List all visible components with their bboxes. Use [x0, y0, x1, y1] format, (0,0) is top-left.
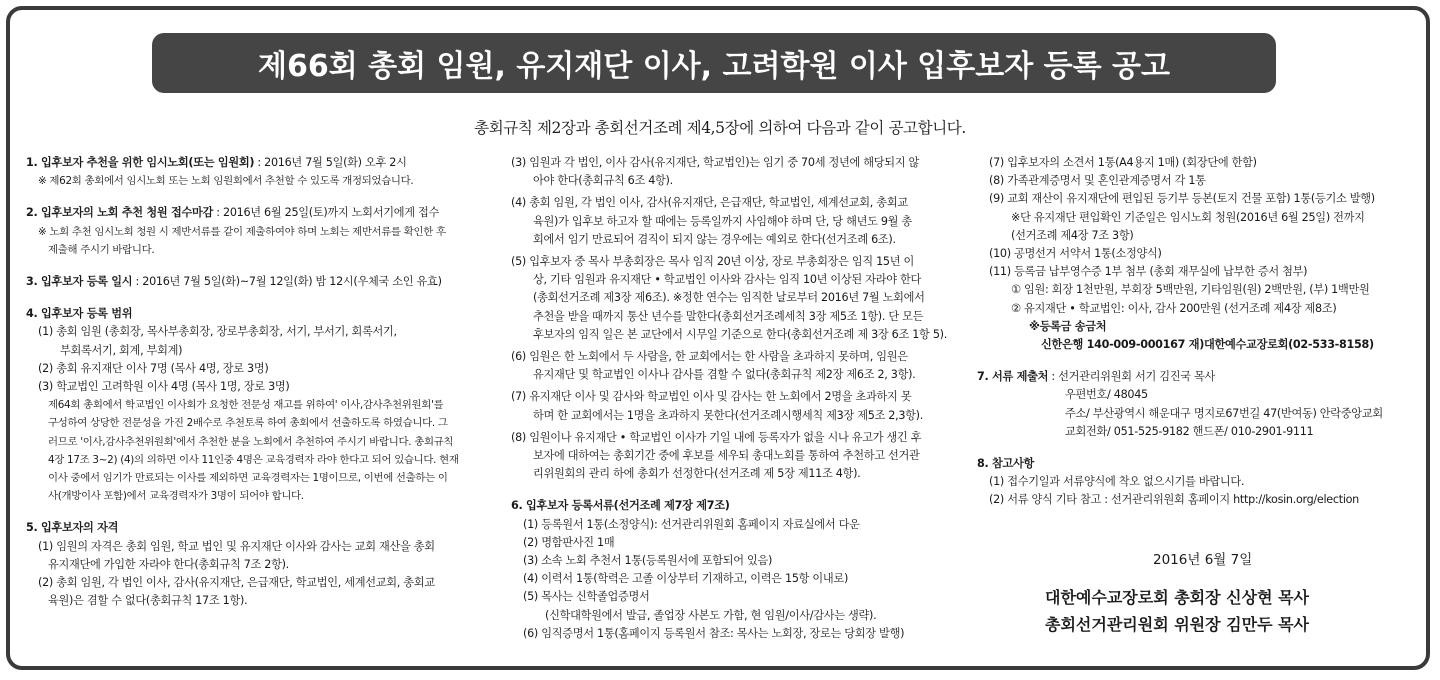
list-item: (8) 임원이나 유지재단 • 학교법인 이사가 기일 내에 등록자가 없을 시나 유고가 생긴 후 [511, 430, 922, 444]
list-item: (9) 교회 재산이 유지재단에 편입된 등기부 등본(토지 건물 포함) 1통(등기소 발행) [989, 192, 1375, 206]
section-5 [26, 519, 488, 610]
section-5-heading: 5. 입후보자의 자격 [26, 521, 119, 535]
notice-title [152, 33, 1276, 93]
section-4-note: 러므로 '이사,감사추천위원회'에서 추천한 분을 노회에서 추천하여 주시기 바랍니다. 총회규칙 [48, 435, 454, 448]
section-4-note: 사(개방이사 포함)에서 교육경력자가 3명이 되어야 합니다. [48, 490, 304, 503]
column-1 [26, 154, 488, 624]
section-3-heading: 3. 입후보자 등록 일시 [26, 275, 133, 289]
list-item: (2) 총회 유지재단 이사 7명 (목사 4명, 장로 3명) [38, 361, 269, 375]
section-1-heading: 1. 입후보자 추천을 위한 임시노회(또는 임원회) [26, 156, 255, 169]
list-item: (총회선거조례 제3장 제6조). ※정한 연수는 임직한 날로부터 2016년 7월 노회에서 [533, 291, 925, 305]
list-item: (5) 입후보자 중 목사 부총회장은 목사 임직 20년 이상, 장로 부총회장은 임직 15년 이 [511, 255, 915, 269]
list-item: ① 임원: 회장 1천만원, 부회장 5백만원, 기타임원(원) 2백만원, (부) 1백만원 [1011, 283, 1370, 297]
title-text: 제66회 총회 임원, 유지재단 이사, 고려학원 이사 입후보자 등록 공고 [257, 49, 1171, 84]
list-item: (신학대학원에서 발급, 졸업장 사본도 가함, 현 임원/이사/감사는 생략). [545, 608, 877, 622]
rule-4 [511, 194, 966, 249]
list-item: (1) 총회 임원 (총회장, 목사부총회장, 장로부총회장, 서기, 부서기, 회록서기, [38, 325, 397, 339]
rule-7 [511, 388, 966, 424]
section-2-note: ※ 노회 추천 임시노회 청원 시 제반서류를 같이 제출하여야 하며 노회는 제반서류를 확인한 후 [38, 225, 446, 238]
section-8-heading: 8. 참고사항 [977, 457, 1035, 471]
list-item: 육원)은 겸할 수 없다(총회규칙 17조 1항). [48, 594, 248, 608]
list-item: 하며 한 교회에서는 1명을 초과하지 못한다(선거조례시행세칙 제3장 제5조 2,3항). [533, 408, 923, 422]
list-item: (2) 명함판사진 1매 [523, 535, 615, 549]
list-item: 유지재단에 가입한 자라야 한다(총회규칙 7조 2항). [48, 557, 289, 571]
list-item: (3) 소속 노회 추천서 1통(등록원서에 포함되어 있음) [523, 554, 773, 568]
list-item: (6) 임직증명서 1통(홈페이지 등록원서 참조: 목사는 노회장, 장로는 당회장 발행) [523, 626, 905, 640]
list-item: (7) 유지재단 이사 및 감사와 학교법인 이사 및 감사는 한 노회에서 2명을 초과하지 못 [511, 390, 912, 404]
section-1-note: ※ 제62회 총회에서 임시노회 또는 노회 임원회에서 추천할 수 있도록 개정되었습니다. [38, 175, 414, 188]
section-1-text: : 2016년 7월 5일(화) 오후 2시 [254, 156, 407, 169]
list-item: (선거조례 제4장 7조 3항) [1011, 228, 1134, 242]
list-item: (5) 목사는 신학졸업증명서 [523, 590, 650, 604]
section-1 [26, 154, 488, 190]
list-item: 아야 한다(총회규칙 6조 4항). [533, 174, 673, 188]
section-3-text: : 2016년 7월 5일(화)~7월 12일(화) 밤 12시(우체국 소인 유효) [132, 275, 442, 289]
section-4 [26, 305, 488, 505]
section-2-heading: 2. 입후보자의 노회 추천 청원 접수마감 [26, 206, 214, 220]
section-4-note: 제64회 총회에서 학교법인 이사회가 요청한 전문성 재고를 위하여' 이사,감사추천위원회'를 [48, 399, 444, 412]
list-item: (7) 입후보자의 소견서 1통(A4용지 1매) (회장단에 한함) [989, 156, 1257, 169]
section-6 [511, 497, 966, 643]
section-2-text: : 2016년 6월 25일(토)까지 노회서기에게 접수 [213, 206, 439, 220]
list-item: 보자에 대하여는 총회기간 중에 후보를 세우되 총대노회를 통하여 추천하고 선거관 [533, 449, 920, 463]
list-item: (2) 서류 양식 기타 참고 : 선거관리위원회 홈페이지 http://kosin.org/election [989, 493, 1359, 507]
list-item: 리위원회의 관리 하에 총회가 선정한다(선거조례 제 5장 제11조 4항). [533, 467, 861, 481]
list-item: (1) 임원의 자격은 총회 임원, 학교 법인 및 유지재단 이사와 감사는 교회 재산을 총회 [38, 539, 435, 553]
phone: 교회전화/ 051-525-9182 핸드폰/ 010-2901-9111 [1065, 424, 1314, 438]
list-item: 회에서 임기 만료되어 겸직이 되지 않는 경우에는 예외로 한다(선거조례 6조). [533, 232, 896, 246]
notice-subtitle: 총회규칙 제2장과 총회선거조례 제4,5장에 의하여 다음과 같이 공고합니다. [474, 119, 966, 137]
section-2 [26, 204, 488, 259]
list-item: (4) 이력서 1통(학력은 고졸 이상부터 기재하고, 이력은 15항 이내로) [523, 572, 849, 586]
address: 주소/ 부산광역시 해운대구 명지로67번길 47(반여동) 안락중앙교회 [1065, 406, 1383, 420]
section-7-heading: 7. 서류 제출처 [977, 370, 1049, 384]
rule-6 [511, 348, 966, 384]
list-item: (1) 접수기일과 서류양식에 착오 없으시기를 바랍니다. [989, 475, 1245, 489]
section-4-note: 구성하여 상당한 전문성을 가진 2배수로 추천토록 하여 총회에서 선출하도록 하였습니다. 그 [48, 417, 448, 430]
list-item: 상, 기타 임원과 유지재단 • 학교법인 이사와 감사는 임직 10년 이상된 자라야 한다 [533, 273, 921, 287]
rule-8 [511, 429, 966, 484]
list-item: 육원)가 입후보 하고자 할 때에는 등록일까지 사임해야 하며 단, 당 해년도 9월 총 [533, 214, 912, 228]
rule-5 [511, 253, 966, 344]
list-item: 후보자의 임직 일은 본 교단에서 시무일 기준으로 한다(총회선거조례 제 3장 6조 1항 5). [533, 327, 947, 341]
section-7 [977, 368, 1427, 441]
signature-president: 대한예수교장로회 총회장 신상현 목사 [1045, 588, 1310, 607]
list-item: (2) 총회 임원, 각 법인 이사, 감사(유지재단, 은급재단, 학교법인, 세계선교회, 총회교 [38, 576, 435, 590]
list-item: ※단 유지재단 편입확인 기준일은 임시노회 청원(2016년 6월 25일) 전까지 [1011, 210, 1365, 224]
notice-date: 2016년 6월 7일 [1153, 552, 1253, 568]
postal-code: 우편번호/ 48045 [1065, 388, 1148, 402]
list-item: (3) 임원과 각 법인, 이사 감사(유지재단, 학교법인)는 임기 중 70세 정년에 해당되지 않 [511, 156, 920, 169]
list-item: 유지재단 및 학교법인 이사나 감사를 겸할 수 없다(총회규칙 제2장 제6조 2, 3항). [533, 368, 916, 382]
list-item: 부회록서기, 회계, 부회계) [60, 343, 183, 357]
rule-3 [511, 154, 966, 190]
list-item: (1) 등록원서 1통(소정양식): 선거관리위원회 홈페이지 자료실에서 다운 [523, 517, 860, 531]
list-item: (10) 공명선거 서약서 1통(소정양식) [989, 247, 1162, 261]
bank-account: 신한은행 140-009-000167 재)대한예수교장로회(02-533-8158) [1041, 338, 1374, 352]
section-7-text: : 선거관리위원회 서기 김진국 목사 [1048, 370, 1216, 384]
section-6-heading: 6. 입후보자 등록서류(선거조례 제7장 제7조) [511, 499, 730, 513]
signature-committee-chair: 총회선거관리원회 위원장 김만두 목사 [1045, 615, 1310, 634]
section-4-note: 4장 17조 3~2) (4)의 의하면 이사 11인중 4명은 교육경력자 라야 한다고 되어 있습니다. 현재 [48, 453, 459, 466]
list-item: (11) 등록금 납부영수증 1부 첨부 (총회 재무실에 납부한 증서 첨부) [989, 265, 1308, 279]
list-item: (8) 가족관계증명서 및 혼인관계증명서 각 1통 [989, 174, 1206, 188]
list-item: (6) 임원은 한 노회에서 두 사람을, 한 교회에서는 한 사람을 초과하지 못하며, 임원은 [511, 350, 908, 364]
list-item: ② 유지재단 • 학교법인: 이사, 감사 200만원 (선거조례 제4장 제8조) [1011, 301, 1337, 315]
list-item: 추천을 받을 때까지 통산 년수를 말한다(총회선거조례세칙 3장 제5조 1항). 단 모든 [533, 309, 924, 323]
section-8 [977, 455, 1427, 510]
bank-heading: ※등록금 송금처 [1029, 319, 1107, 333]
column-3 [977, 154, 1427, 524]
section-3 [26, 273, 488, 291]
section-4-note: 이사 중에서 임기가 만료되는 이사를 제외하면 교육경력자는 1명이므로, 이번에 선출하는 이 [48, 472, 448, 485]
section-4-heading: 4. 입후보자 등록 범위 [26, 307, 133, 321]
list-item: (4) 총회 임원, 각 법인 이사, 감사(유지재단, 은급재단, 학교법인, 세계선교회, 총회교 [511, 196, 908, 210]
column-2 [511, 154, 966, 643]
list-item: (3) 학교법인 고려학원 이사 4명 (목사 1명, 장로 3명) [38, 380, 290, 394]
section-6-continued [977, 154, 1427, 354]
section-2-note: 제출해 주시기 바랍니다. [48, 243, 155, 256]
